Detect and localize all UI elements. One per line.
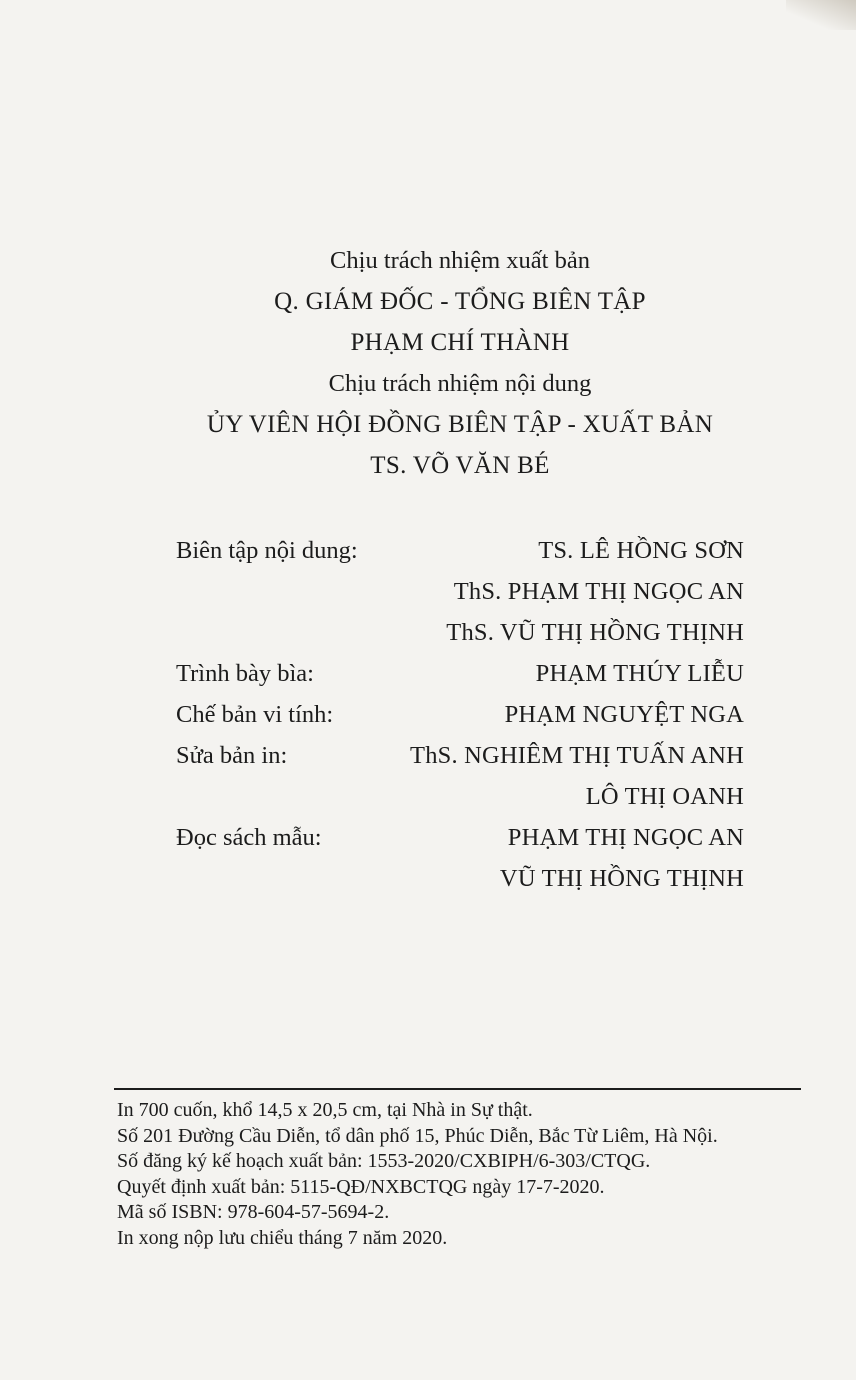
credit-name: ThS. NGHIÊM THỊ TUẤN ANH	[410, 742, 744, 769]
responsibility-block	[150, 240, 770, 486]
imprint-line: Số đăng ký kế hoạch xuất bản: 1553-2020/CXBIPH/6-303/CTQG.	[117, 1150, 651, 1172]
credit-row	[176, 776, 744, 817]
divider-rule	[114, 1088, 801, 1090]
imprint-line: Mã số ISBN: 978-604-57-5694-2.	[117, 1201, 390, 1223]
credit-row	[176, 735, 744, 776]
credit-name: PHẠM THÚY LIỄU	[535, 660, 744, 687]
credit-label: Sửa bản in:	[176, 742, 288, 769]
credit-name: VŨ THỊ HỒNG THỊNH	[499, 865, 744, 892]
credit-name: TS. LÊ HỒNG SƠN	[538, 537, 744, 564]
page-edge-shadow	[786, 0, 856, 30]
imprint-line: Quyết định xuất bản: 5115-QĐ/NXBCTQG ngày 17-7-2020.	[117, 1175, 605, 1198]
director-name: PHẠM CHÍ THÀNH	[350, 329, 570, 356]
imprint-line: In 700 cuốn, khổ 14,5 x 20,5 cm, tại Nhà in Sự thật.	[117, 1099, 533, 1121]
credit-label: Trình bày bìa:	[176, 660, 314, 687]
credit-row	[176, 653, 744, 694]
credit-name: PHẠM THỊ NGỌC AN	[507, 824, 744, 851]
credit-name: ThS. VŨ THỊ HỒNG THỊNH	[446, 619, 744, 646]
credit-name: LÔ THỊ OANH	[585, 783, 744, 810]
director-title: Q. GIÁM ĐỐC - TỔNG BIÊN TẬP	[274, 288, 646, 315]
credits-list	[176, 530, 744, 899]
imprint-block	[117, 1098, 817, 1251]
credit-label: Chế bản vi tính:	[176, 701, 334, 728]
council-member-name: TS. VÕ VĂN BÉ	[370, 452, 550, 479]
credit-row	[176, 612, 744, 653]
credit-name: ThS. PHẠM THỊ NGỌC AN	[453, 578, 744, 605]
credit-name: PHẠM NGUYỆT NGA	[504, 701, 744, 728]
credit-row	[176, 817, 744, 858]
credit-label: Biên tập nội dung:	[176, 537, 358, 564]
content-responsibility-label: Chịu trách nhiệm nội dung	[328, 370, 592, 397]
publishing-responsibility-label: Chịu trách nhiệm xuất bản	[330, 247, 590, 274]
credit-row	[176, 694, 744, 735]
credit-row	[176, 571, 744, 612]
credit-label: Đọc sách mẫu:	[176, 824, 322, 851]
credit-row	[176, 530, 744, 571]
council-title: ỦY VIÊN HỘI ĐỒNG BIÊN TẬP - XUẤT BẢN	[206, 411, 714, 438]
imprint-line: In xong nộp lưu chiểu tháng 7 năm 2020.	[117, 1226, 448, 1249]
credit-row	[176, 858, 744, 899]
imprint-line: Số 201 Đường Cầu Diễn, tổ dân phố 15, Phúc Diễn, Bắc Từ Liêm, Hà Nội.	[117, 1124, 718, 1147]
